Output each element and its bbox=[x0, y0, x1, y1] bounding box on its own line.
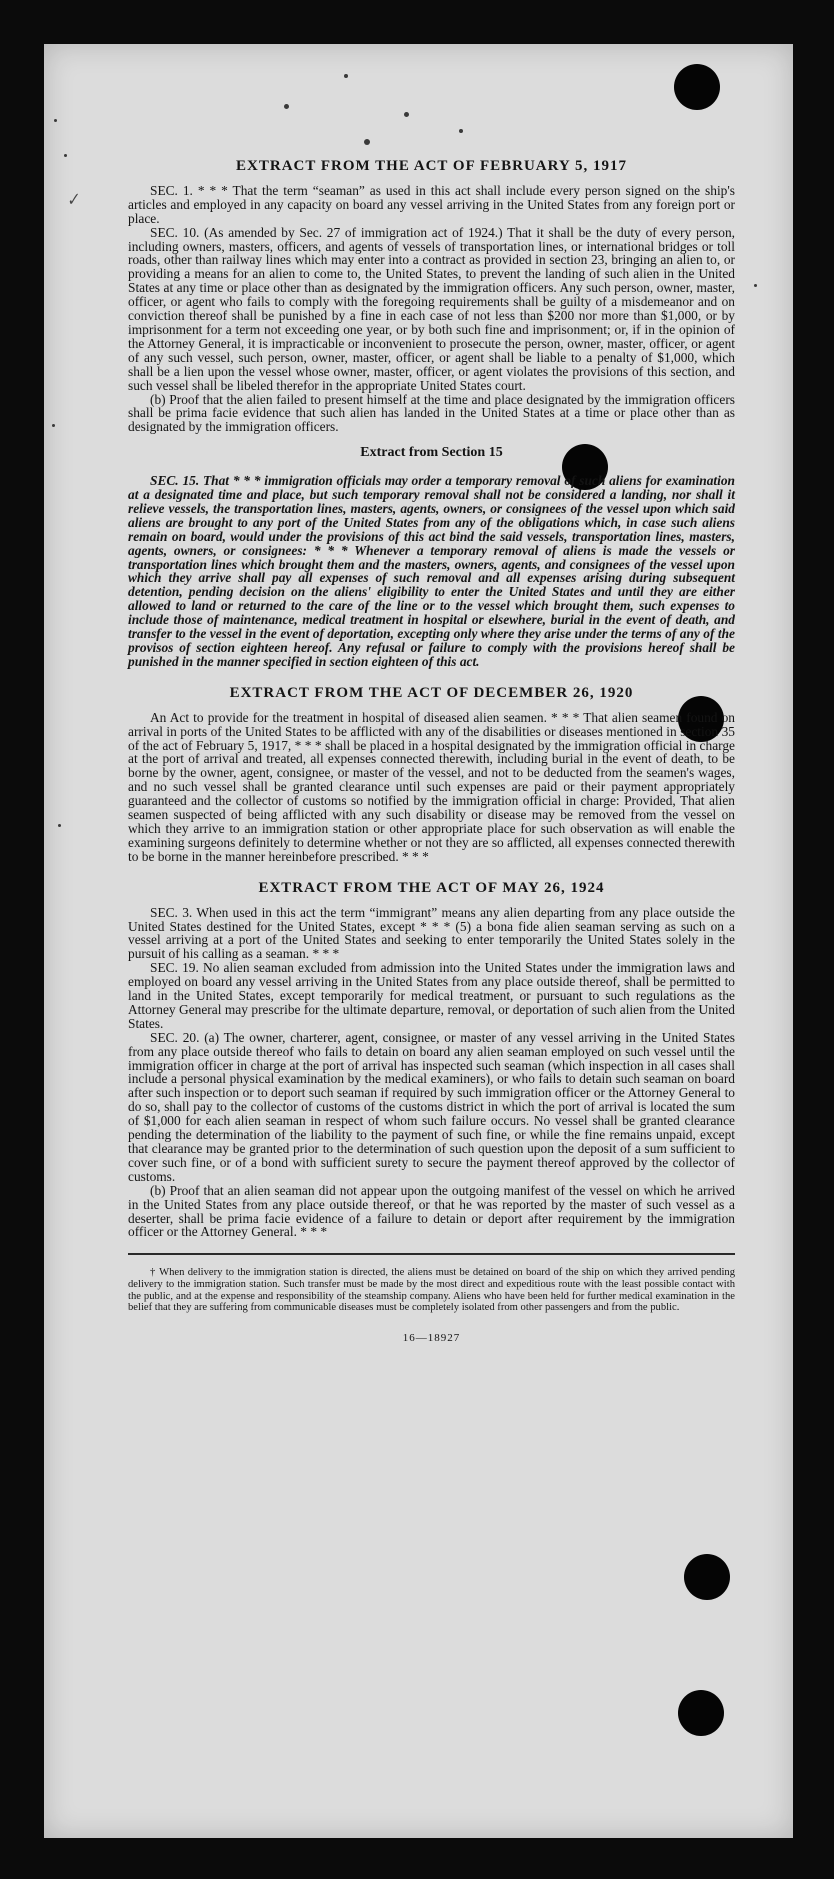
speck bbox=[754, 284, 757, 287]
speck bbox=[344, 74, 348, 78]
document-page bbox=[44, 44, 793, 1838]
speck bbox=[58, 824, 61, 827]
speck bbox=[459, 129, 463, 133]
divider bbox=[128, 1253, 735, 1255]
handwritten-mark: ✓ bbox=[64, 188, 82, 211]
speck bbox=[64, 154, 67, 157]
paragraph-sec-10: SEC. 10. (As amended by Sec. 27 of immigration act of 1924.) That it shall be the duty of every person, including owners, masters, officers, and agents of vessels of transportation lines, or international bridges or toll roads, other than railway lines which may enter into a contract as provided in section 23, bringing an alien to, or providing a means for an alien to come to, the United States, to prevent the landing of such alien in the United States at any time or place other than as designated by the immigration officers. Any such person, owner, master, officer, or agent who fails to comply with the foregoing requirements shall be guilty of a misdemeanor and on conviction thereof shall be punished by a fine in each case of not less than $200 nor more than $1,000, or by imprisonment for a term not exceeding one year, or by both such fine and imprisonment; or, if in the opinion of the Attorney General, it is impracticable or inconvenient to prosecute the person, owner, master, officer, or agent of any such vessel, such person, owner, master, officer, or agent shall be liable to a penalty of $1,000, which shall be a lien upon the vessel whose owner, master, officer, or agent violates the provisions of this section, and such vessel shall be libeled therefor in the appropriate United States court. bbox=[128, 224, 735, 393]
paragraph-sec-19: SEC. 19. No alien seaman excluded from admission into the United States under the immigration laws and employed on board any vessel arriving in the United States from any place outside thereof, shall be permitted to land in the United States, except temporarily for medical treatment, or pursuant to such regulations as the Attorney General may prescribe for the ultimate departure, removal, or deportation of such alien from the United States. bbox=[128, 960, 735, 1031]
paragraph-dec-1920: An Act to provide for the treatment in hospital of diseased alien seamen. * * * That alien seamen found on arrival in ports of the United States to be afflicted with any of the disabilities or diseases mentioned in section 35 of the act of February 5, 1917, * * * shall be placed in a hospital designated by the immigration official in charge at the port of arrival and treated, all expenses connected therewith, including burial in the event of death, to be borne by the owner, agent, consignee, or master of the vessel, and not to be deducted from the seamen's wages, and no such vessel shall be granted clearance until such expenses are paid or their payment appropriately guaranteed and the collector of customs so notified by the immigration official in charge: Provided, That alien seamen suspected of being afflicted with any such disability or disease may be removed from the vessel on which they arrive to an immigration station or other appropriate place for such observation as will enable the examining surgeons definitely to determine whether or not they are so afflicted, all expenses connected therewith to be borne in the manner hereinbefore prescribed. * * * bbox=[128, 709, 735, 864]
heading-dec-1920: EXTRACT FROM THE ACT OF DECEMBER 26, 1920 bbox=[229, 684, 634, 701]
heading-feb-1917: EXTRACT FROM THE ACT OF FEBRUARY 5, 1917 bbox=[236, 158, 627, 174]
speck bbox=[54, 119, 57, 122]
paragraph-sec-20-a: SEC. 20. (a) The owner, charterer, agent, consignee, or master of any vessel arriving in the United States from any place outside thereof who fails to detain on board any alien seaman employed on such vessel until the immigration officer in charge at the port of arrival has inspected such seaman (which inspection in all cases shall include a personal physical examination by the medical examiners), or who fails to detain such seaman on board after such inspection or to deport such seaman if required by such immigration officer or the Attorney General to do so, shall pay to the collector of customs of the customs district in which the port of arrival is located the sum of $1,000 for each alien seaman in respect of whom such failure occurs. No vessel shall be granted clearance pending the determination of the liability to the payment of such fine, or while the fine remains unpaid, except that clearance may be granted prior to the determination of such question upon the deposit of a sum sufficient to cover such fine, or of a bond with sufficient surety to secure the payment thereof approved by the collector of customs. bbox=[128, 1029, 735, 1184]
paragraph-sec-15: SEC. 15. That * * * immigration officials may order a temporary removal of such aliens for examination at a designated time and place, but such temporary removal shall not be considered a landing, nor shall it relieve vessels, the transportation lines, masters, agents, owners, or consignees of the vessel upon which said aliens are brought to any port of the United States from any of the obligations which, in case such aliens remain on board, would under the provisions of this act bind the said vessels, transportation lines, masters, agents, owners, or consignees: * * * Whenever a temporary removal of aliens is made the vessels or transportation lines which brought them and the masters, owners, agents, and consignees of the vessel upon which they arrive shall pay all expenses of such removal and all expenses arising during subsequent detention, pending decision on the aliens' eligibility to enter the United States and until they are either allowed to land or returned to the care of the line or to the vessel which brought them, such expenses to include those of maintenance, medical treatment in hospital or elsewhere, burial in the event of death, and transfer to the vessel in the event of deportation, excepting only where they arise under the terms of any of the provisos of section eighteen hereof. Any refusal or failure to comply with the provisions hereof shall be punished in the manner specified in section eighteen of this act. bbox=[128, 473, 735, 669]
punch-hole-bottom bbox=[678, 1690, 724, 1736]
speck bbox=[404, 112, 409, 117]
speck bbox=[52, 424, 55, 427]
paragraph-sec-20-b: (b) Proof that an alien seaman did not appear upon the outgoing manifest of the vessel on which he arrived in the United States from any place outside thereof, or that he was reported by the master of such vessel as a deserter, shall be prima facie evidence of a failure to detain or deport after requirement by the immigration officer or the Attorney General. * * * bbox=[128, 1182, 735, 1240]
punch-hole-lower bbox=[684, 1554, 730, 1600]
punch-hole-top bbox=[674, 64, 720, 110]
speck bbox=[364, 139, 370, 145]
heading-section-15: Extract from Section 15 bbox=[360, 445, 503, 461]
heading-may-1924: EXTRACT FROM THE ACT OF MAY 26, 1924 bbox=[258, 879, 605, 896]
footnote: † When delivery to the immigration station is directed, the aliens must be detained on board of the ship on which they arrived pending delivery to the immigration station. Such transfer must be made by the most direct and expeditious route with the least possible contact with the public, and at the expense and responsibility of the steamship company. Aliens who have been held for further medical examination in the belief that they are suffering from communicable diseases must be completely isolated from other passengers and from the public. bbox=[128, 1267, 735, 1314]
paragraph-sec-1: SEC. 1. * * * That the term “seaman” as used in this act shall include every person signed on the ship's articles and employed in any capacity on board any vessel arriving in the United States from any foreign port or place. bbox=[128, 182, 735, 226]
paragraph-sec-10-b: (b) Proof that the alien failed to present himself at the time and place designated by the immigration officers shall be prima facie evidence that such alien has landed in the United States at a time or place other than as designated by the immigration officers. bbox=[128, 391, 735, 435]
page-identifier: 16—18927 bbox=[402, 1331, 461, 1344]
speck bbox=[284, 104, 289, 109]
document-body bbox=[128, 160, 735, 1346]
paragraph-sec-3: SEC. 3. When used in this act the term “immigrant” means any alien departing from any place outside the United States destined for the United States, except * * * (5) a bona fide alien seaman serving as such on a vessel arriving at a port of the United States and seeking to enter temporarily the United States solely in the pursuit of his calling as a seaman. * * * bbox=[128, 904, 735, 962]
